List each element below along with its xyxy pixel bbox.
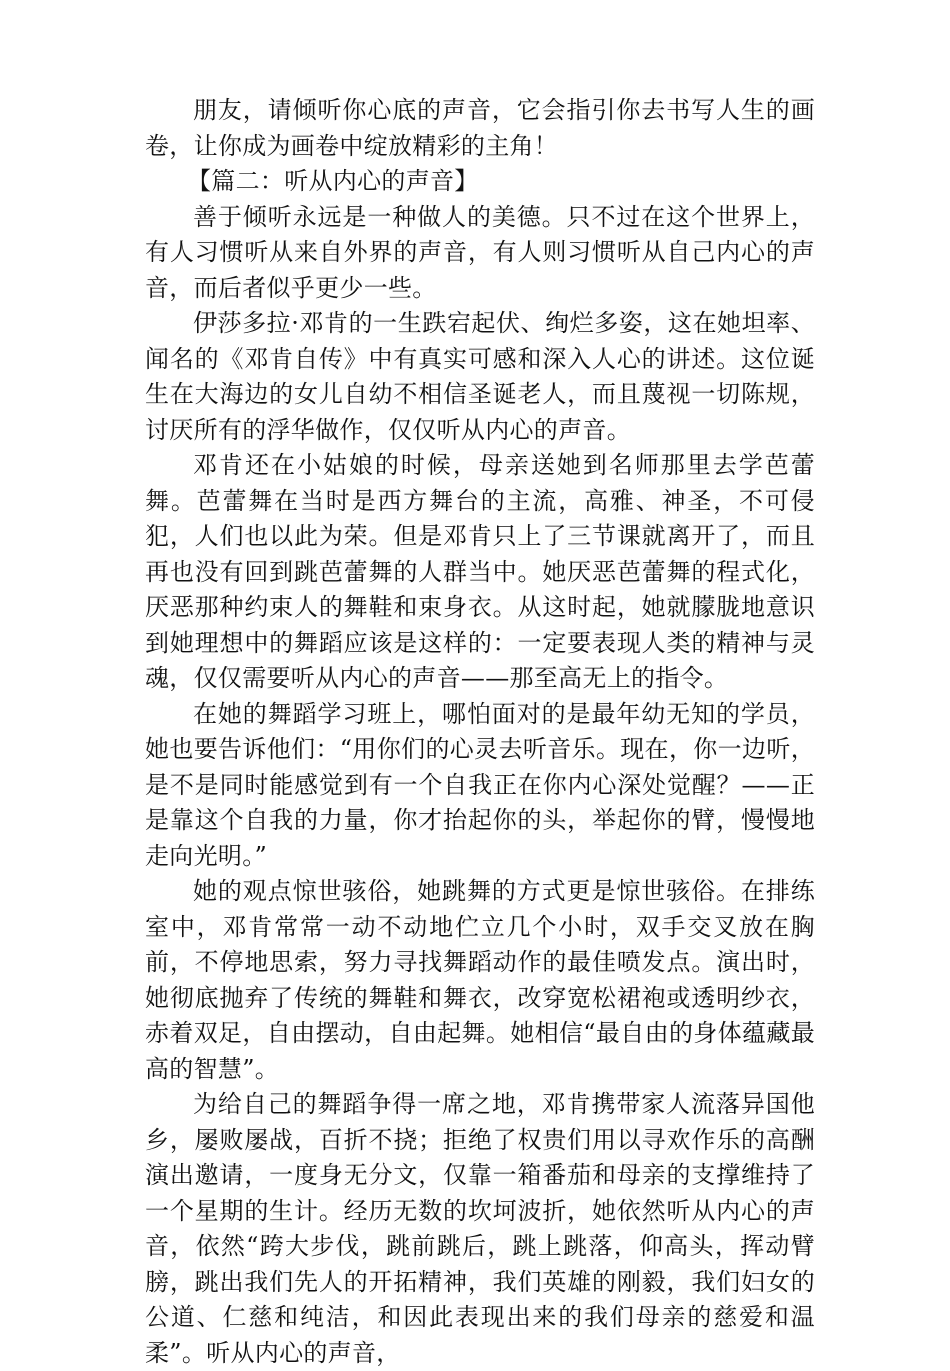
paragraph-intro: 善于倾听永远是一种做人的美德。只不过在这个世界上，有人习惯听从来自外界的声音，有人则习惯听从自己内心的声音，而后者似乎更少一些。 bbox=[145, 202, 815, 302]
section-heading-part-two: 【篇二：听从内心的声音】 bbox=[187, 167, 479, 195]
paragraph-dance-class: 在她的舞蹈学习班上，哪怕面对的是最年幼无知的学员，她也要告诉他们：“用你们的心灵去听音乐。现在，你一边听，是不是同时能感觉到有一个自我正在你内心深处觉醒？——正是靠这个自我的力量，你才抬起你的头，举起你的臂，慢慢地走向光明。” bbox=[145, 699, 815, 870]
paragraph-duncan-autobiography: 伊莎多拉·邓肯的一生跌宕起伏、绚烂多姿，这在她坦率、闻名的《邓肯自传》中有真实可感和深入人心的讲述。这位诞生在大海边的女儿自幼不相信圣诞老人，而且蔑视一切陈规，讨厌所有的浮华做作，仅仅听从内心的声音。 bbox=[145, 309, 815, 444]
paragraph-struggle: 为给自己的舞蹈争得一席之地，邓肯携带家人流落异国他乡，屡败屡战，百折不挠；拒绝了权贵们用以寻欢作乐的高酬演出邀请，一度身无分文，仅靠一箱番茄和母亲的支撑维持了一个星期的生计。经历无数的坎坷波折，她依然听从内心的声音，依然“跨大步伐，跳前跳后，跳上跳落，仰高头，挥动臂膀，跳出我们先人的开拓精神，我们英雄的刚毅，我们妇女的公道、仁慈和纯洁，和因此表现出来的我们母亲的慈爱和温柔”。听从内心的声音， bbox=[145, 1090, 815, 1367]
paragraph-ballet: 邓肯还在小姑娘的时候，母亲送她到名师那里去学芭蕾舞。芭蕾舞在当时是西方舞台的主流，高雅、神圣，不可侵犯，人们也以此为荣。但是邓肯只上了三节课就离开了，而且再也没有回到跳芭蕾舞的人群当中。她厌恶芭蕾舞的程式化，厌恶那种约束人的舞鞋和束身衣。从这时起，她就朦胧地意识到她理想中的舞蹈应该是这样的：一定要表现人类的精神与灵魂，仅仅需要听从内心的声音——那至高无上的指令。 bbox=[145, 451, 815, 692]
document-body bbox=[145, 93, 815, 1371]
paragraph-closing-friend: 朋友，请倾听你心底的声音，它会指引你去书写人生的画卷，让你成为画卷中绽放精彩的主角！ bbox=[145, 96, 815, 160]
paragraph-views: 她的观点惊世骇俗，她跳舞的方式更是惊世骇俗。在排练室中，邓肯常常一动不动地伫立几个小时，双手交叉放在胸前，不停地思索，努力寻找舞蹈动作的最佳喷发点。演出时，她彻底抛弃了传统的舞鞋和舞衣，改穿宽松裙袍或透明纱衣，赤着双足，自由摆动，自由起舞。她相信“最自由的身体蕴藏最高的智慧”。 bbox=[145, 877, 815, 1083]
